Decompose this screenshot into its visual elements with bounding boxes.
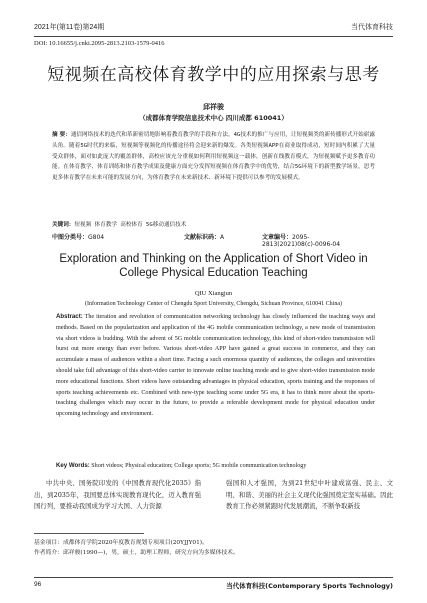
issue-label: 2021年(第11卷)第24期 — [34, 24, 105, 31]
doi: DOI: 10.16655/j.cnki.2095-2813.2103-1579-0416 — [34, 40, 165, 47]
english-keywords-text: Short videos; Physical education; College sports; 5G mobile communication technology — [89, 463, 307, 469]
journal-header-name: 当代体育科技 — [351, 24, 393, 31]
english-affiliation: (Information Technology Center of Chengdu Sport University, Chengdu, Sichuan Province, 610041 China) — [84, 301, 343, 307]
body-column-left: 中共中央、国务院印发的《中国教育现代化2035》指出，到2035年，我国要总体实现教育现代化，迈入教育强国行列，要推动我国成为学习大国、人力资源 — [34, 479, 201, 510]
header-rule — [34, 36, 393, 37]
english-abstract-text: The iteration and revolution of communication networking technology has closely influenced the teaching ways and methods. Based on the popularization and application of the 4G mobile communication technology, a new mode of transmission via short videos is budding. With the advent of 5G mobile communication technology, this kind of short-video transmission will burst out more energy than ever before. Various short-video APP have gained a great success in commerce, and they can accumulate a mass of audiences within a short time. Facing a such enormous quantity of audiences, the colleges and universities should take full advantage of this short-video carrier to innovate online teaching mode and to give short-video transmission mode more educational functions. Short videos have outstanding advantages in physical education, sports training and the responses of sports teaching achievements etc. Combined with new-type teaching scene under 5G era, it has to think more about the sports-teaching challenges which may occur in the future, to provide a referable development mode for physical education under upcoming technology and environment. — [56, 314, 375, 418]
article-number — [262, 232, 375, 248]
journal-footer-name: 当代体育科技(Contemporary Sports Technology) — [226, 582, 393, 590]
clc-number — [52, 232, 104, 241]
english-author: QIU Xiangjun — [194, 290, 233, 297]
chinese-abstract-label: 摘 要： — [52, 132, 71, 138]
fund-footnote: 基金项目：成都体育学院2020年度教育规划专项项目(20YJJY01)。 — [34, 540, 208, 546]
chinese-author: 邱祥骏 — [203, 103, 224, 111]
chinese-title: 短视频在高校体育教学中的应用探索与思考 — [47, 65, 380, 85]
running-header — [34, 22, 393, 36]
clc-value: G804 — [88, 234, 105, 241]
chinese-abstract — [52, 130, 375, 184]
page-number: 96 — [34, 581, 42, 588]
footer-rule — [34, 577, 393, 578]
footnote-rule — [34, 533, 144, 534]
english-abstract-label: Abstract: — [56, 313, 83, 320]
body-column-right: 强国和人才强国，为到21世纪中叶建成富强、民主、文明、和谐、美丽的社会主义现代化强国奠定坚实基础。因此教育工作必须紧跟时代发展潮流，不断争取新技 — [226, 479, 393, 510]
chinese-keywords-label: 关键词： — [52, 222, 75, 228]
english-keywords-label: Key Words: — [56, 462, 90, 469]
chinese-affiliation: （成都体育学院信息技术中心 四川成都 610041） — [139, 114, 288, 122]
doc-code — [184, 232, 224, 241]
article-label: 文章编号： — [262, 234, 293, 241]
english-abstract — [56, 312, 375, 420]
author-footnote: 作者简介：邱祥骏(1990—)，男，硕士，助理工程师，研究方向为多媒体技术。 — [34, 550, 239, 556]
chinese-keywords — [52, 220, 375, 228]
doc-label: 文献标识码： — [184, 234, 221, 241]
english-title: Exploration and Thinking on the Application of Short Video in College Physical Education Teaching — [59, 253, 368, 279]
clc-label: 中图分类号： — [52, 234, 89, 241]
article-value: 2095-2813(2021)08(c)-0096-04 — [262, 234, 341, 248]
english-keywords — [56, 462, 375, 469]
doc-value: A — [220, 234, 225, 241]
chinese-keywords-text: 短视频 体育教学 高校体育 5G移动通信技术 — [74, 222, 187, 228]
chinese-abstract-text: 通信网络技术的迭代和革新密切地影响着教育教学的手段和方法。4G技术的推广与应用，让短视频类的新传播形式开始崭露头角。随着5G时代的来临，短视频等视频化的传播途径将会迎来新的爆发。各类短视频APP在商业取得成功，短时间内积累了大量受众群体，面对如此庞大的覆盖群体，高校应该充分重视如何利用短视频这一载体，创新在线教育模式，为短视频赋予更多教育功能。在体育教学、体育训练和体育教学成果及健康方面充分发挥短视频在体育教学中的优势，结合5G环境下的新型教学场景，思考更多体育教学在未来可能的发展方向，为体育教学在未来新技术、新环境下提供可以参考的发展模式。 — [52, 132, 375, 182]
